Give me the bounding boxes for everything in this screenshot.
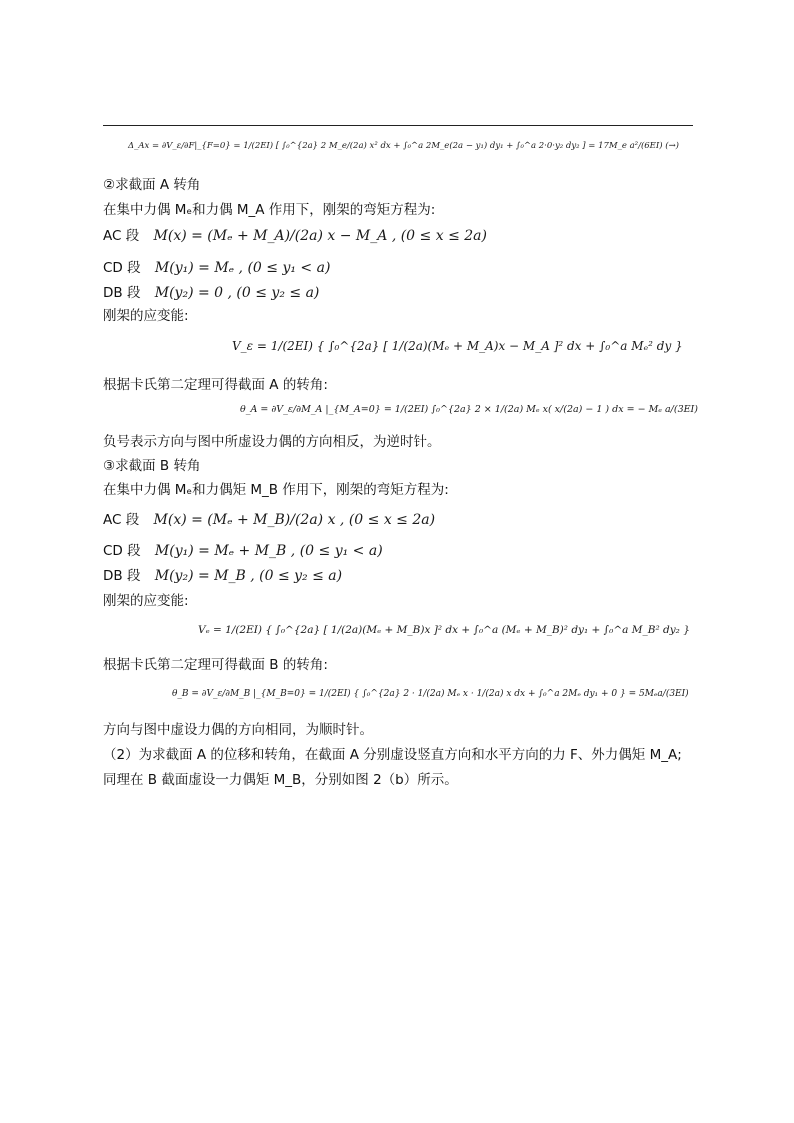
- section-2-title: ②求截面 A 转角: [103, 177, 201, 193]
- part-2-line-1: （2）为求截面 A 的位移和转角，在截面 A 分别虚设竖直方向和水平方向的力 F、外力偶矩 M_A;: [103, 747, 682, 763]
- section-3-title: ③求截面 B 转角: [103, 458, 201, 474]
- equation-ac: M(x) = (Mₑ + M_A)/(2a) x − M_A , (0 ≤ x ≤ 2a): [153, 228, 487, 244]
- segment-label: AC 段: [103, 228, 140, 244]
- section-3-castigliano: 根据卡氏第二定理可得截面 B 的转角:: [103, 657, 328, 673]
- equation-cd: M(y₁) = Mₑ + M_B , (0 ≤ y₁ < a): [154, 543, 383, 559]
- equation-theta-b: θ_B = ∂V_ε/∂M_B |_{M_B=0} = 1/(2EI) { ∫₀^{2a} 2 · 1/(2a) Mₑ x · 1/(2a) x dx + ∫₀^a 2Mₑ dy₁ + 0 } = 5Mₑa/(3EI): [172, 689, 689, 699]
- section-2-cd: [103, 258, 330, 278]
- section-2-strain-label: 刚架的应变能:: [103, 308, 189, 324]
- part-2-line-2: 同理在 B 截面虚设一力偶矩 M_B，分别如图 2（b）所示。: [103, 772, 458, 788]
- equation-cd: M(y₁) = Mₑ , (0 ≤ y₁ < a): [154, 260, 331, 276]
- equation-db: M(y₂) = 0 , (0 ≤ y₂ ≤ a): [154, 285, 320, 301]
- segment-label: DB 段: [103, 285, 141, 301]
- segment-label: CD 段: [103, 260, 141, 276]
- equation-db: M(y₂) = M_B , (0 ≤ y₂ ≤ a): [154, 568, 343, 584]
- segment-label: AC 段: [103, 512, 140, 528]
- equation-ac: M(x) = (Mₑ + M_B)/(2a) x , (0 ≤ x ≤ 2a): [153, 512, 436, 528]
- section-2-note: 负号表示方向与图中所虚设力偶的方向相反，为逆时针。: [103, 434, 441, 450]
- segment-label: DB 段: [103, 568, 141, 584]
- section-2-ac: [103, 226, 487, 246]
- section-3-ac: [103, 510, 435, 530]
- section-2-db: [103, 283, 319, 303]
- segment-label: CD 段: [103, 543, 141, 559]
- section-3-cd: [103, 541, 383, 561]
- equation-strain-energy-a: V_ε = 1/(2EI) { ∫₀^{2a} [ 1/(2a)(Mₑ + M_A)x − M_A ]² dx + ∫₀^a Mₑ² dy }: [232, 339, 683, 353]
- equation-strain-energy-b: Vₑ = 1/(2EI) { ∫₀^{2a} [ 1/(2a)(Mₑ + M_B)x ]² dx + ∫₀^a (Mₑ + M_B)² dy₁ + ∫₀^a M_B² dy₂ }: [198, 624, 690, 636]
- section-2-castigliano: 根据卡氏第二定理可得截面 A 的转角:: [103, 377, 328, 393]
- section-3-intro: 在集中力偶 Mₑ和力偶矩 M_B 作用下，刚架的弯矩方程为:: [103, 482, 449, 498]
- equation-theta-a: θ_A = ∂V_ε/∂M_A |_{M_A=0} = 1/(2EI) ∫₀^{2a} 2 × 1/(2a) Mₑ x( x/(2a) − 1 ) dx = − Mₑ a/(3EI): [240, 404, 699, 415]
- section-2-intro: 在集中力偶 Mₑ和力偶 M_A 作用下，刚架的弯矩方程为:: [103, 202, 436, 218]
- section-3-db: [103, 566, 342, 586]
- top-rule: [103, 125, 693, 126]
- section-3-strain-label: 刚架的应变能:: [103, 593, 189, 609]
- equation-delta-ax: Δ_Ax = ∂V_ε/∂F|_{F=0} = 1/(2EI) [ ∫₀^{2a} 2 M_e/(2a) x² dx + ∫₀^a 2M_e(2a − y₁) dy₁ + ∫₀^a 2·0·y₂ dy₂ ] = 17M_e a²/(6EI) (→): [128, 141, 680, 151]
- section-3-note: 方向与图中虚设力偶的方向相同，为顺时针。: [103, 722, 373, 738]
